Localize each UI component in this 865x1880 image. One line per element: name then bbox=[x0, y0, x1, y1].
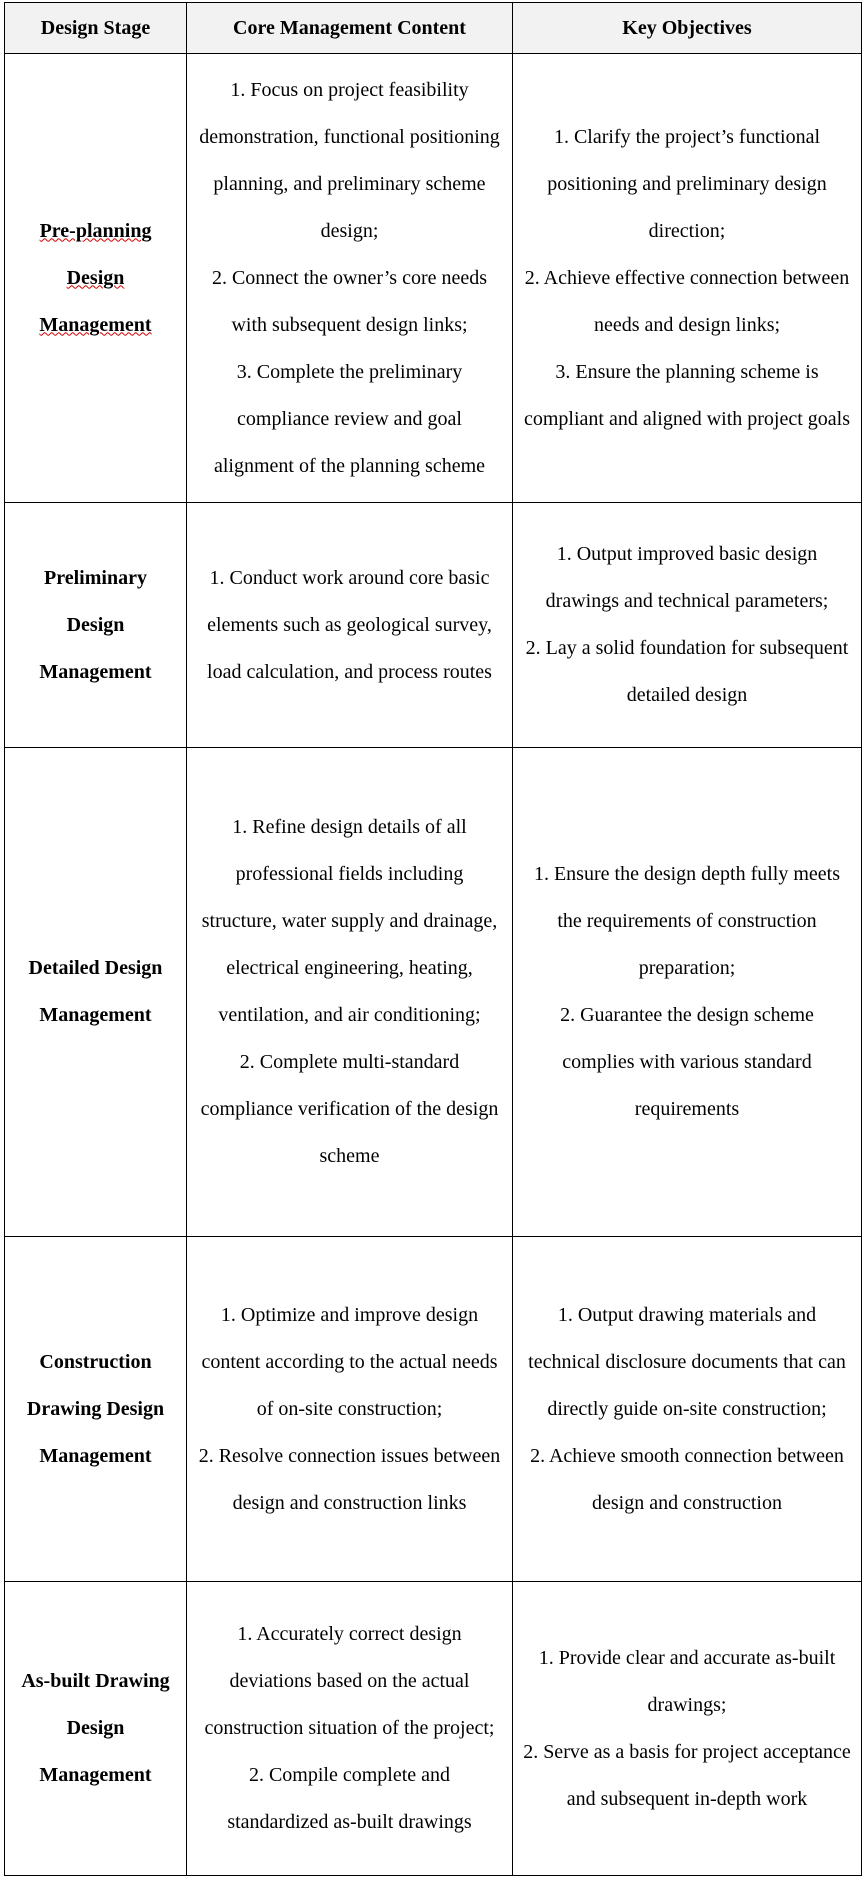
objective-item: 3. Ensure the planning scheme is compliant and aligned with project goals bbox=[523, 360, 851, 430]
table-row bbox=[5, 748, 862, 1237]
header-key-objectives: Key Objectives bbox=[513, 3, 862, 54]
objectives-cell bbox=[513, 503, 862, 748]
objectives-cell bbox=[513, 1582, 862, 1876]
stage-label: Detailed Design Management bbox=[28, 957, 163, 1027]
header-design-stage: Design Stage bbox=[5, 3, 187, 54]
content-item: 1. Refine design details of all professional fields including structure, water supply and drainage, electrical engineering, heating, ventilation, and air conditioning; bbox=[201, 816, 498, 1027]
content-item: 1. Accurately correct design deviations based on the actual construction situation of the project; bbox=[204, 1623, 495, 1739]
table-row bbox=[5, 54, 862, 503]
content-item: 1. Focus on project feasibility demonstration, functional positioning planning, and preliminary scheme design; bbox=[199, 78, 500, 242]
objectives-cell bbox=[513, 54, 862, 503]
objective-item: 2. Achieve smooth connection between design and construction bbox=[530, 1444, 844, 1514]
table-row bbox=[5, 1237, 862, 1582]
content-item: 2. Compile complete and standardized as-built drawings bbox=[227, 1764, 472, 1833]
objectives-cell bbox=[513, 748, 862, 1237]
objective-item: 2. Serve as a basis for project acceptance and subsequent in-depth work bbox=[523, 1740, 851, 1810]
objective-item: 2. Lay a solid foundation for subsequent detailed design bbox=[525, 637, 849, 707]
content-item: 3. Complete the preliminary compliance review and goal alignment of the planning scheme bbox=[213, 360, 486, 477]
stage-label: As-built Drawing Design Management bbox=[21, 1670, 170, 1786]
design-management-table bbox=[4, 2, 862, 1876]
objective-item: 1. Provide clear and accurate as-built drawings; bbox=[538, 1646, 836, 1716]
objective-item: 1. Output improved basic design drawings and technical parameters; bbox=[545, 543, 829, 613]
content-item: 2. Resolve connection issues between design and construction links bbox=[198, 1444, 501, 1514]
header-row bbox=[5, 3, 862, 54]
content-cell bbox=[187, 503, 513, 748]
content-cell bbox=[187, 748, 513, 1237]
stage-cell bbox=[5, 503, 187, 748]
content-item: 1. Optimize and improve design content according to the actual needs of on-site construction; bbox=[201, 1303, 498, 1420]
header-core-content: Core Management Content bbox=[187, 3, 513, 54]
content-item: 1. Conduct work around core basic elements such as geological survey, load calculation, and process routes bbox=[207, 566, 492, 683]
objective-item: 1. Ensure the design depth fully meets the requirements of construction preparation; bbox=[533, 863, 841, 980]
objective-item: 1. Clarify the project’s functional positioning and preliminary design direction; bbox=[547, 125, 827, 242]
stage-cell bbox=[5, 54, 187, 503]
objective-item: 2. Achieve effective connection between needs and design links; bbox=[524, 266, 850, 336]
content-item: 2. Connect the owner’s core needs with subsequent design links; bbox=[211, 266, 488, 336]
content-cell bbox=[187, 1582, 513, 1876]
objective-item: 1. Output drawing materials and technical disclosure documents that can directly guide on-site construction; bbox=[528, 1303, 846, 1420]
stage-cell bbox=[5, 748, 187, 1237]
stage-label: Pre-planning Design Management bbox=[39, 219, 152, 336]
stage-label: Construction Drawing Design Management bbox=[26, 1350, 165, 1467]
content-cell bbox=[187, 1237, 513, 1582]
content-cell bbox=[187, 54, 513, 503]
objective-item: 2. Guarantee the design scheme complies with various standard requirements bbox=[560, 1004, 814, 1121]
table-row bbox=[5, 1582, 862, 1876]
content-item: 2. Complete multi-standard compliance verification of the design scheme bbox=[200, 1051, 499, 1168]
objectives-cell bbox=[513, 1237, 862, 1582]
stage-cell bbox=[5, 1582, 187, 1876]
table-row bbox=[5, 503, 862, 748]
stage-cell bbox=[5, 1237, 187, 1582]
stage-label: Preliminary Design Management bbox=[39, 566, 152, 683]
